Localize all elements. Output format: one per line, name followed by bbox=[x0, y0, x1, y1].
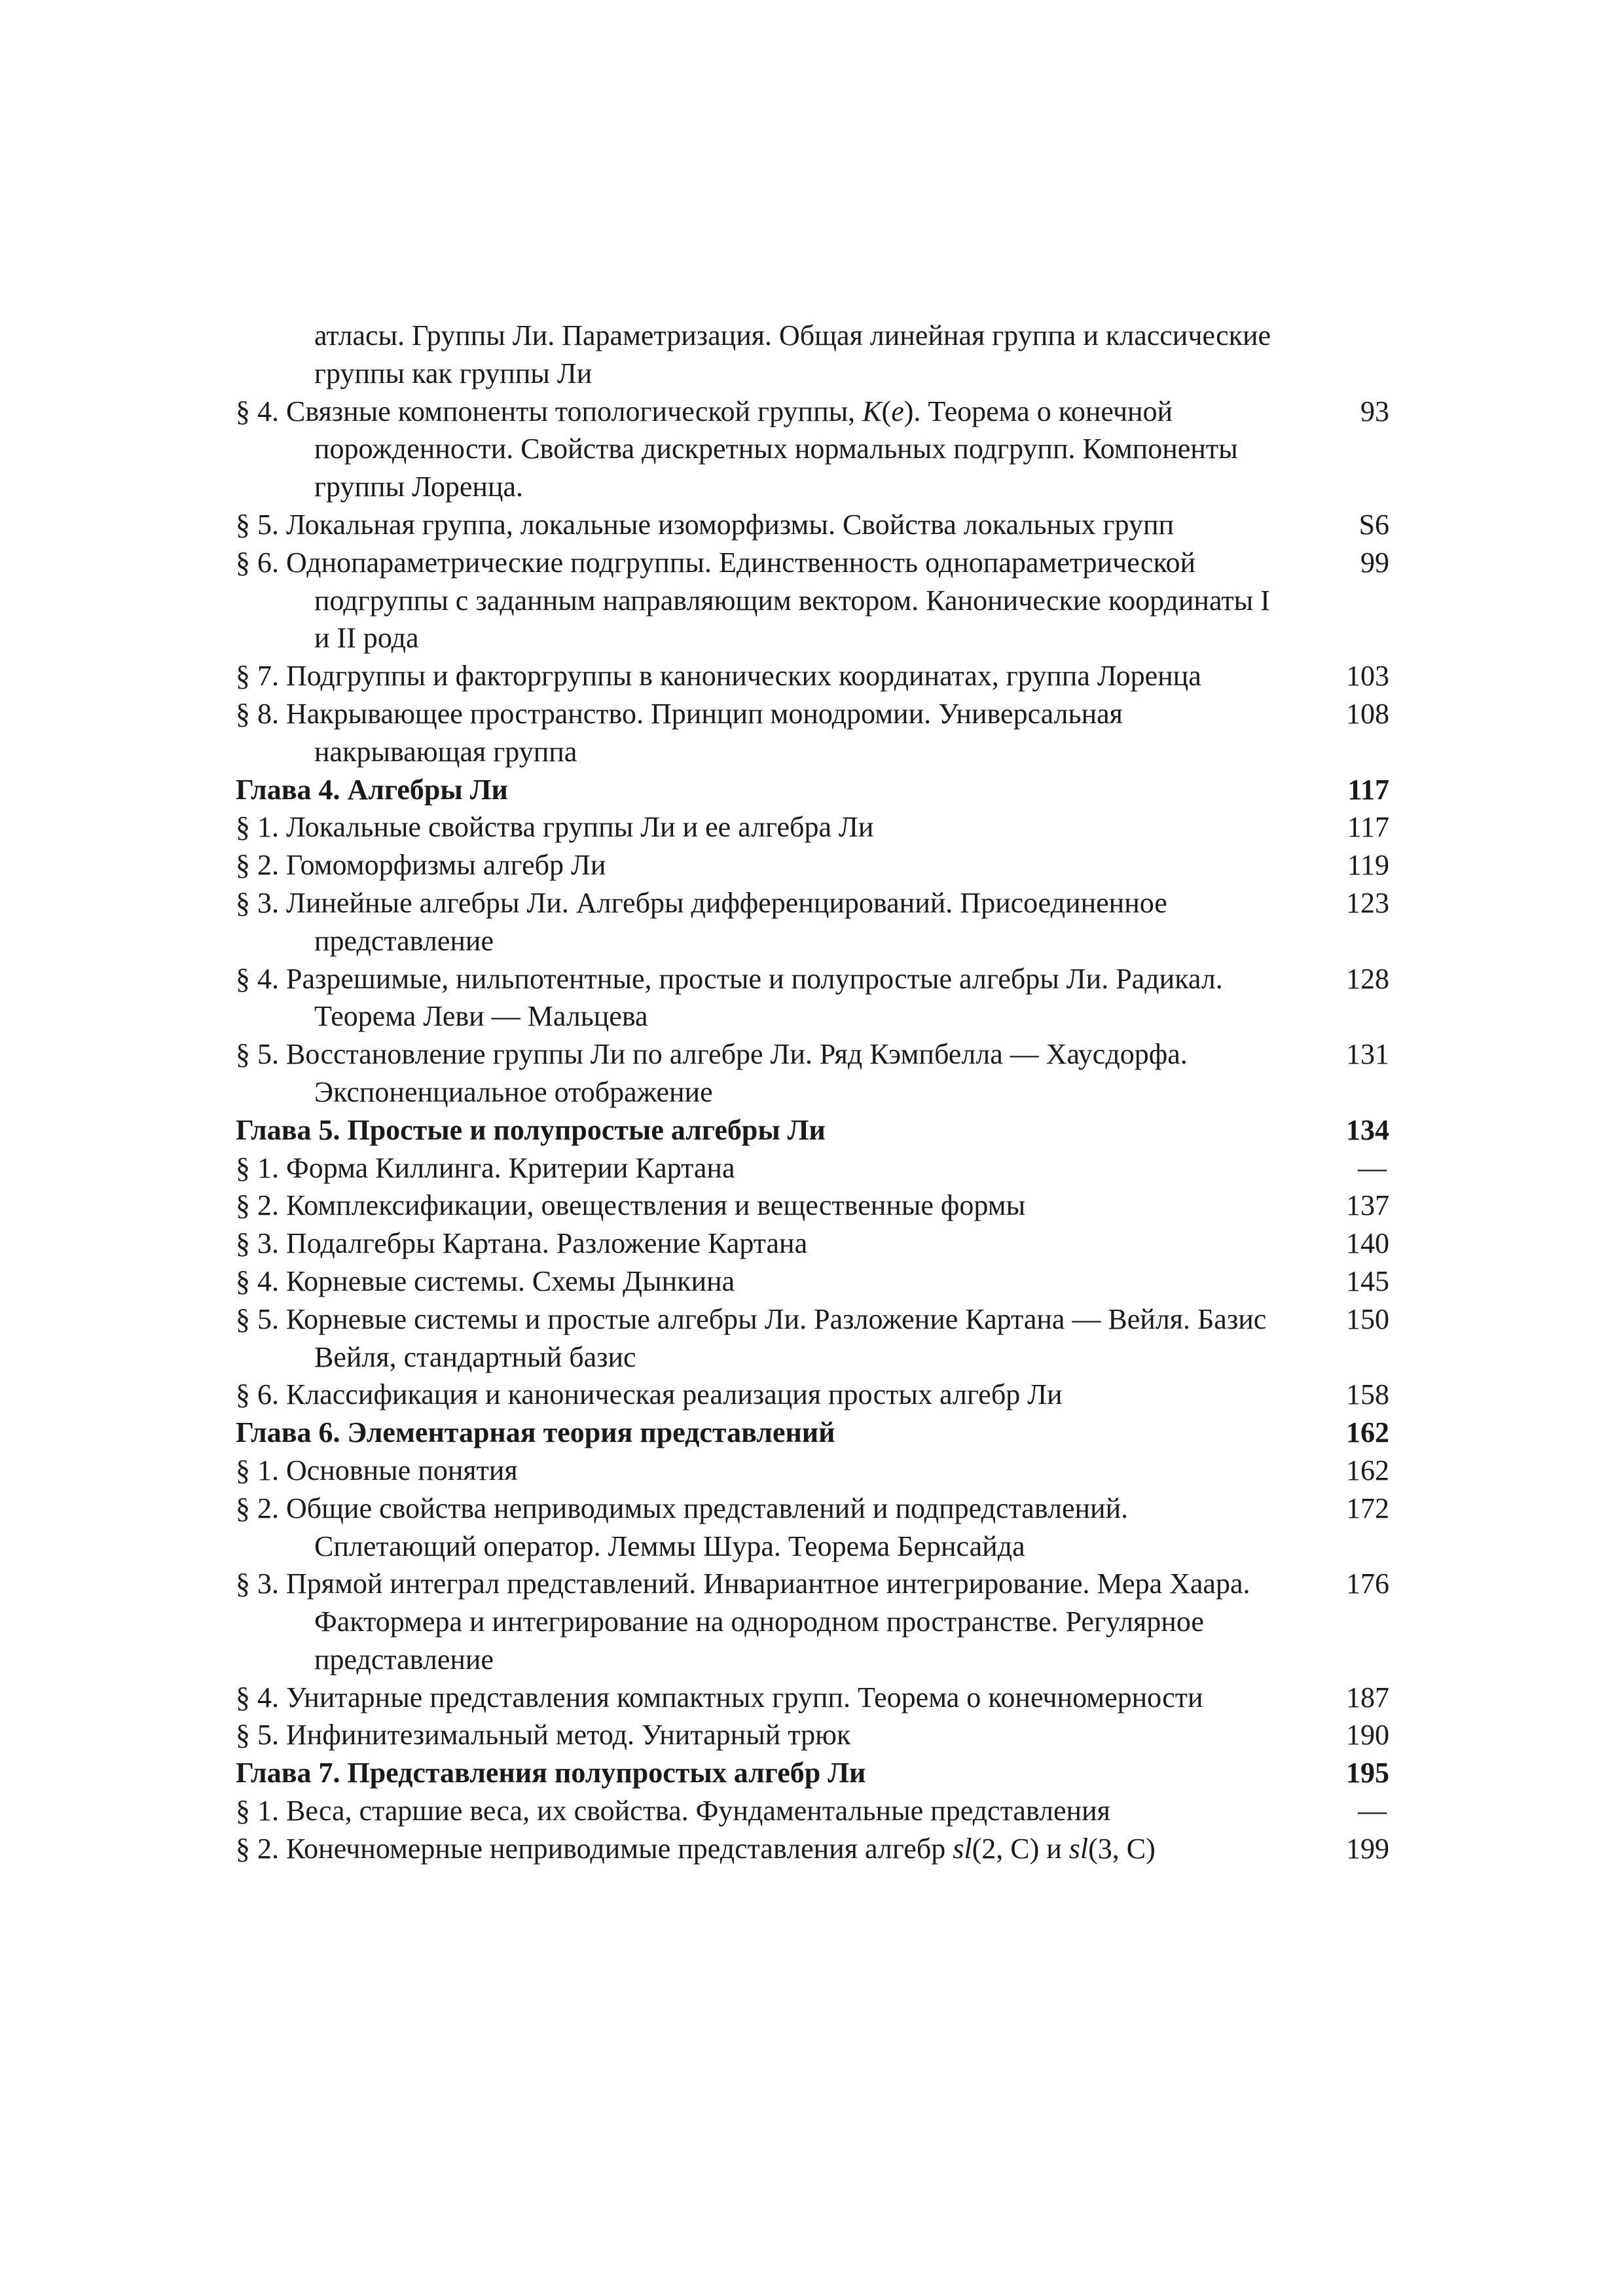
toc-entry-title: § 7. Подгруппы и факторгруппы в канонических координатах, группа Лоренца bbox=[236, 660, 1201, 692]
toc-entry-title: Глава 7. Представления полупростых алгебр Ли bbox=[236, 1757, 866, 1789]
toc-entry-title: § 5. Локальная группа, локальные изоморфизмы. Свойства локальных групп bbox=[236, 508, 1175, 541]
toc-entry-title: Глава 4. Алгебры Ли bbox=[236, 773, 508, 806]
toc-entry bbox=[236, 960, 1389, 1036]
toc-page-number: 108 bbox=[1346, 697, 1389, 730]
toc-entry bbox=[236, 1300, 1389, 1376]
toc-page-number: 150 bbox=[1346, 1302, 1389, 1335]
toc-entry bbox=[236, 393, 1389, 506]
toc-entry-title: § 5. Инфинитезимальный метод. Унитарный трюк bbox=[236, 1719, 851, 1751]
toc-entry-title: § 1. Форма Киллинга. Критерии Картана bbox=[236, 1151, 735, 1184]
toc-page-number: 131 bbox=[1346, 1038, 1389, 1071]
toc-entry-title: § 2. Общие свойства неприводимых представлений и подпредставлений. Сплетающий оператор. Леммы Шура. Теорема Бернсайда bbox=[236, 1492, 1129, 1562]
toc-page-number: — bbox=[1358, 1151, 1387, 1184]
toc-entry-title: атласы. Группы Ли. Параметризация. Общая линейная группа и классические группы как группы Ли bbox=[314, 319, 1271, 389]
toc-entry bbox=[236, 1263, 1389, 1300]
toc-page-number: 190 bbox=[1346, 1719, 1389, 1751]
toc-entry-title: § 4. Унитарные представления компактных групп. Теорема о конечномерности bbox=[236, 1681, 1203, 1713]
toc-entry-title: § 1. Веса, старшие веса, их свойства. Фундаментальные представления bbox=[236, 1795, 1110, 1827]
toc-entry-title: § 6. Классификация и каноническая реализация простых алгебр Ли bbox=[236, 1378, 1063, 1411]
toc-entry bbox=[236, 1716, 1389, 1754]
toc-page-number: 199 bbox=[1346, 1832, 1389, 1865]
toc-page-number: 93 bbox=[1360, 395, 1389, 427]
toc-entry bbox=[236, 846, 1389, 884]
toc-page-number: 145 bbox=[1346, 1265, 1389, 1297]
toc-page-number: — bbox=[1358, 1795, 1387, 1827]
toc-chapter-heading bbox=[236, 1754, 1389, 1792]
toc-chapter-heading bbox=[236, 1414, 1389, 1452]
toc-entry-title: § 6. Однопараметрические подгруппы. Единственность однопараметрической подгруппы с заданным направляющим вектором. Канонические координаты I и II рода bbox=[236, 546, 1270, 655]
toc-entry bbox=[236, 1035, 1389, 1111]
toc-page-number: 187 bbox=[1346, 1681, 1389, 1713]
toc-page-number: 140 bbox=[1346, 1227, 1389, 1260]
toc-entry-title: § 5. Восстановление группы Ли по алгебре Ли. Ряд Кэмпбелла — Хаусдорфа. Экспоненциальное отображение bbox=[236, 1038, 1188, 1108]
toc-page-number: S6 bbox=[1359, 508, 1389, 541]
toc-entry-title: Глава 6. Элементарная теория представлений bbox=[236, 1416, 835, 1449]
toc-entry bbox=[236, 884, 1389, 960]
toc-entry bbox=[236, 1490, 1389, 1566]
toc-entry-title: Глава 5. Простые и полупростые алгебры Ли bbox=[236, 1113, 826, 1146]
toc-page-number: 176 bbox=[1346, 1568, 1389, 1600]
toc-entry bbox=[236, 657, 1389, 695]
toc-chapter-heading bbox=[236, 771, 1389, 809]
toc-entry-title: § 8. Накрывающее пространство. Принцип монодромии. Универсальная накрывающая группа bbox=[236, 697, 1123, 768]
toc-page-number: 103 bbox=[1346, 660, 1389, 692]
toc-page-number: 117 bbox=[1347, 811, 1389, 844]
toc-page-number: 119 bbox=[1347, 849, 1389, 882]
toc-entry bbox=[236, 695, 1389, 771]
table-of-contents bbox=[236, 317, 1389, 1868]
toc-page-number: 172 bbox=[1346, 1492, 1389, 1524]
toc-entry bbox=[236, 1149, 1389, 1187]
toc-entry-title: § 1. Локальные свойства группы Ли и ее алгебра Ли bbox=[236, 811, 874, 844]
toc-entry-title: § 1. Основные понятия bbox=[236, 1454, 518, 1486]
toc-entry bbox=[236, 1376, 1389, 1414]
toc-page-number: 195 bbox=[1346, 1757, 1389, 1789]
toc-entry-title: § 5. Корневые системы и простые алгебры Ли. Разложение Картана — Вейля. Базис Вейля, стандартный базис bbox=[236, 1302, 1267, 1373]
toc-page-number: 128 bbox=[1346, 962, 1389, 995]
toc-page-number: 123 bbox=[1346, 886, 1389, 919]
toc-entry bbox=[236, 1225, 1389, 1263]
toc-entry bbox=[236, 1679, 1389, 1717]
toc-entry-title: § 4. Связные компоненты топологической группы, K(e). Теорема о конечной порожденности. Свойства дискретных нормальных подгрупп. Компоненты группы Лоренца. bbox=[236, 395, 1238, 503]
toc-entry-title: § 3. Прямой интеграл представлений. Инвариантное интегрирование. Мера Хаара. Фактормера и интегрирование на однородном пространстве. Регулярное представление bbox=[236, 1568, 1250, 1676]
toc-page-number: 99 bbox=[1360, 546, 1389, 579]
toc-page-number: 162 bbox=[1346, 1416, 1389, 1449]
toc-entry bbox=[236, 808, 1389, 846]
toc-entry-title: § 3. Подалгебры Картана. Разложение Картана bbox=[236, 1227, 808, 1260]
toc-page-number: 162 bbox=[1346, 1454, 1389, 1486]
toc-entry-title: § 2. Комплексификации, овеществления и вещественные формы bbox=[236, 1189, 1026, 1222]
toc-entry bbox=[236, 1452, 1389, 1490]
toc-entry-title: § 2. Конечномерные неприводимые представления алгебр sl(2, C) и sl(3, C) bbox=[236, 1832, 1156, 1865]
toc-page-number: 134 bbox=[1346, 1113, 1389, 1146]
toc-chapter-heading bbox=[236, 1111, 1389, 1149]
toc-entry bbox=[236, 544, 1389, 657]
toc-entry-title: § 4. Корневые системы. Схемы Дынкина bbox=[236, 1265, 735, 1297]
toc-entry bbox=[236, 1792, 1389, 1830]
toc-entry-title: § 2. Гомоморфизмы алгебр Ли bbox=[236, 849, 606, 882]
toc-entry bbox=[236, 506, 1389, 544]
toc-entry-title: § 4. Разрешимые, нильпотентные, простые и полупростые алгебры Ли. Радикал. Теорема Леви — Мальцева bbox=[236, 962, 1223, 1033]
toc-entry bbox=[236, 1830, 1389, 1868]
toc-entry-title: § 3. Линейные алгебры Ли. Алгебры дифференцирований. Присоединенное представление bbox=[236, 886, 1167, 957]
toc-entry bbox=[236, 1565, 1389, 1678]
toc-entry bbox=[236, 1187, 1389, 1225]
toc-entry bbox=[236, 317, 1389, 393]
toc-page-number: 117 bbox=[1347, 773, 1389, 806]
toc-page-number: 137 bbox=[1346, 1189, 1389, 1222]
toc-page-number: 158 bbox=[1346, 1378, 1389, 1411]
